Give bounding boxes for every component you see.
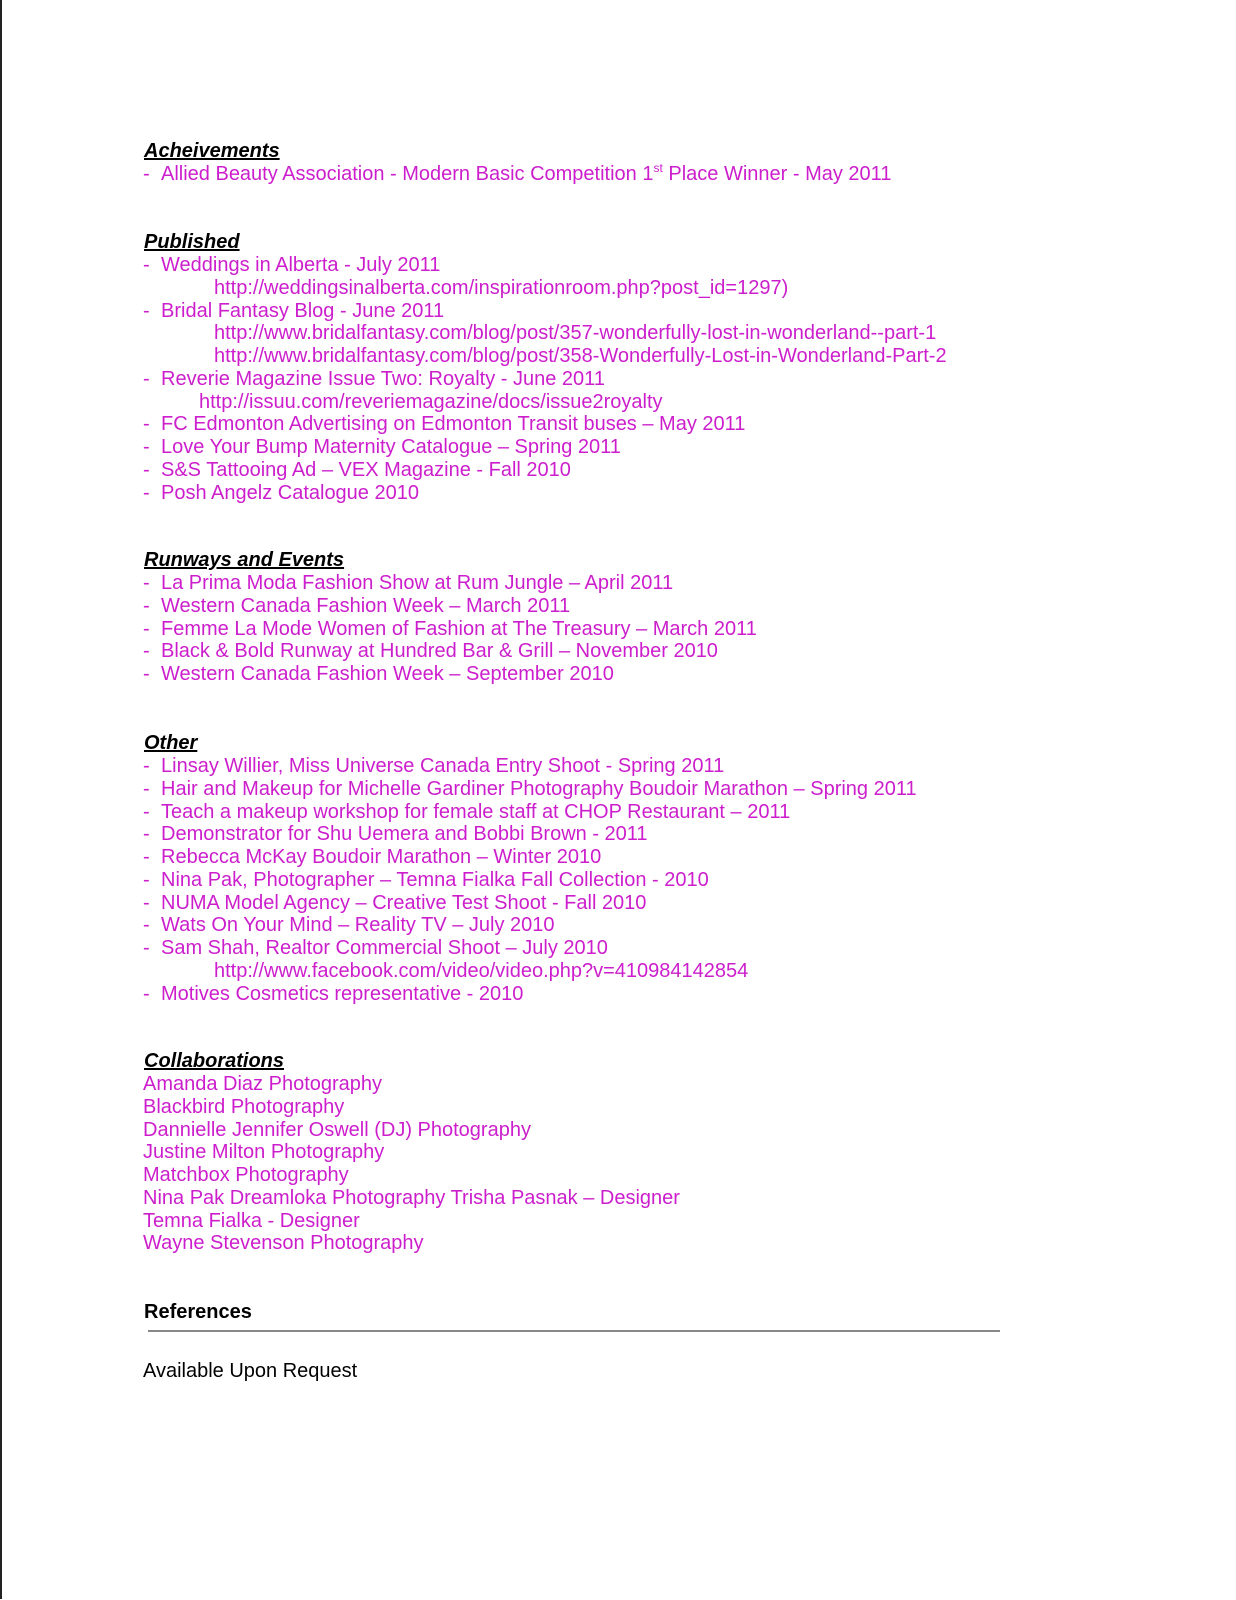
list-item <box>143 846 601 869</box>
list-item-text: Nina Pak, Photographer – Temna Fialka Fall Collection - 2010 <box>161 868 709 891</box>
achievement-item <box>143 163 891 186</box>
bullet-dash: - <box>143 617 150 640</box>
list-item-text: Love Your Bump Maternity Catalogue – Spring 2011 <box>161 436 621 458</box>
list-item-text: Teach a makeup workshop for female staff at CHOP Restaurant – 2011 <box>161 800 791 823</box>
list-item-text: Western Canada Fashion Week – September 2010 <box>161 663 614 685</box>
list-item <box>143 572 673 595</box>
link-url[interactable]: http://www.bridalfantasy.com/blog/post/357-wonderfully-lost-in-wonderland--part-1 <box>214 322 937 345</box>
collaborator-item: Dannielle Jennifer Oswell (DJ) Photography <box>143 1118 531 1141</box>
list-item <box>143 300 444 323</box>
bullet-dash: - <box>143 937 150 959</box>
bullet-dash: - <box>143 436 150 458</box>
runways-heading: Runways and Events <box>144 549 345 571</box>
list-item <box>143 663 614 686</box>
bullet-dash: - <box>143 572 150 594</box>
bullet-dash: - <box>143 254 150 276</box>
bullet-dash: - <box>143 663 150 685</box>
list-item <box>143 983 523 1006</box>
bullet-dash: - <box>143 367 150 390</box>
list-item-text: Wats On Your Mind – Reality TV – July 2010 <box>161 914 555 937</box>
list-item <box>143 368 605 391</box>
list-item-text: Hair and Makeup for Michelle Gardiner Photography Boudoir Marathon – Spring 2011 <box>161 777 917 800</box>
link-url[interactable]: http://weddingsinalberta.com/inspirationroom.php?post_id=1297) <box>214 276 789 299</box>
references-text: Available Upon Request <box>143 1360 358 1382</box>
published-heading: Published <box>144 231 240 253</box>
list-item-text: Black & Bold Runway at Hundred Bar & Grill – November 2010 <box>161 640 718 663</box>
list-item <box>143 801 790 824</box>
collaborator-item: Blackbird Photography <box>143 1095 345 1118</box>
bullet-dash: - <box>143 846 150 868</box>
bullet-dash: - <box>143 891 150 914</box>
list-item <box>143 640 718 663</box>
achievement-text-suffix: Place Winner - May 2011 <box>662 163 892 185</box>
list-item <box>143 823 648 846</box>
list-item <box>143 914 555 937</box>
list-item-text: FC Edmonton Advertising on Edmonton Transit buses – May 2011 <box>161 413 746 436</box>
bullet-dash: - <box>143 868 150 891</box>
references-divider <box>148 1330 1000 1332</box>
list-item <box>143 618 757 641</box>
other-heading: Other <box>144 732 198 754</box>
list-item <box>143 254 440 277</box>
achievement-sup: st <box>653 161 663 175</box>
bullet-dash: - <box>143 481 150 504</box>
list-item <box>143 413 745 436</box>
list-item <box>143 459 571 482</box>
collaborator-item: Justine Milton Photography <box>143 1141 385 1164</box>
collaborator-item: Wayne Stevenson Photography <box>143 1232 424 1255</box>
bullet-dash: - <box>143 640 150 663</box>
bullet-dash: - <box>143 823 150 846</box>
bullet-dash: - <box>143 755 150 777</box>
list-item-text: Bridal Fantasy Blog - June 2011 <box>161 299 445 322</box>
bullet-dash: - <box>143 777 150 800</box>
bullet-dash: - <box>143 594 150 617</box>
list-item <box>143 892 646 915</box>
collaborator-item: Nina Pak Dreamloka Photography Trisha Pasnak – Designer <box>143 1186 680 1209</box>
list-item-text: S&S Tattooing Ad – VEX Magazine - Fall 2010 <box>161 458 571 481</box>
collaborator-item: Amanda Diaz Photography <box>143 1073 383 1095</box>
list-item <box>143 482 419 505</box>
achievements-heading: Acheivements <box>144 140 280 162</box>
list-item <box>143 755 724 778</box>
list-item <box>143 778 917 801</box>
list-item-text: La Prima Moda Fashion Show at Rum Jungle – April 2011 <box>161 572 674 594</box>
bullet-dash: - <box>143 458 150 481</box>
link-url[interactable]: http://www.facebook.com/video/video.php?v=410984142854 <box>214 959 749 982</box>
link-url[interactable]: http://www.bridalfantasy.com/blog/post/358-Wonderfully-Lost-in-Wonderland-Part-2 <box>214 345 947 367</box>
list-item-text: Reverie Magazine Issue Two: Royalty - June 2011 <box>161 367 605 390</box>
collaborator-item: Temna Fialka - Designer <box>143 1209 360 1232</box>
list-item-text: Western Canada Fashion Week – March 2011 <box>161 594 571 617</box>
achievement-text: Allied Beauty Association - Modern Basic Competition 1 <box>161 163 654 185</box>
references-heading: References <box>144 1301 252 1323</box>
bullet-dash: - <box>143 914 150 937</box>
list-item-text: Demonstrator for Shu Uemera and Bobbi Brown - 2011 <box>161 823 648 846</box>
list-item-text: Weddings in Alberta - July 2011 <box>161 254 441 276</box>
bullet-dash: - <box>143 982 150 1005</box>
list-item <box>143 436 621 459</box>
list-item-text: NUMA Model Agency – Creative Test Shoot - Fall 2010 <box>161 891 647 914</box>
collaborator-item: Matchbox Photography <box>143 1164 349 1186</box>
list-item-text: Motives Cosmetics representative - 2010 <box>161 982 524 1005</box>
list-item-text: Femme La Mode Women of Fashion at The Treasury – March 2011 <box>161 617 757 640</box>
list-item-text: Sam Shah, Realtor Commercial Shoot – July 2010 <box>161 937 608 959</box>
link-url[interactable]: http://issuu.com/reveriemagazine/docs/issue2royalty <box>199 390 663 413</box>
list-item-text: Rebecca McKay Boudoir Marathon – Winter 2010 <box>161 846 602 868</box>
list-item-text: Posh Angelz Catalogue 2010 <box>161 481 419 504</box>
collaborations-heading: Collaborations <box>144 1050 285 1072</box>
bullet-dash: - <box>143 163 150 185</box>
bullet-dash: - <box>143 413 150 436</box>
bullet-dash: - <box>143 800 150 823</box>
list-item-text: Linsay Willier, Miss Universe Canada Entry Shoot - Spring 2011 <box>161 755 725 777</box>
bullet-dash: - <box>143 299 150 322</box>
list-item <box>143 869 709 892</box>
list-item <box>143 937 608 960</box>
list-item <box>143 595 570 618</box>
